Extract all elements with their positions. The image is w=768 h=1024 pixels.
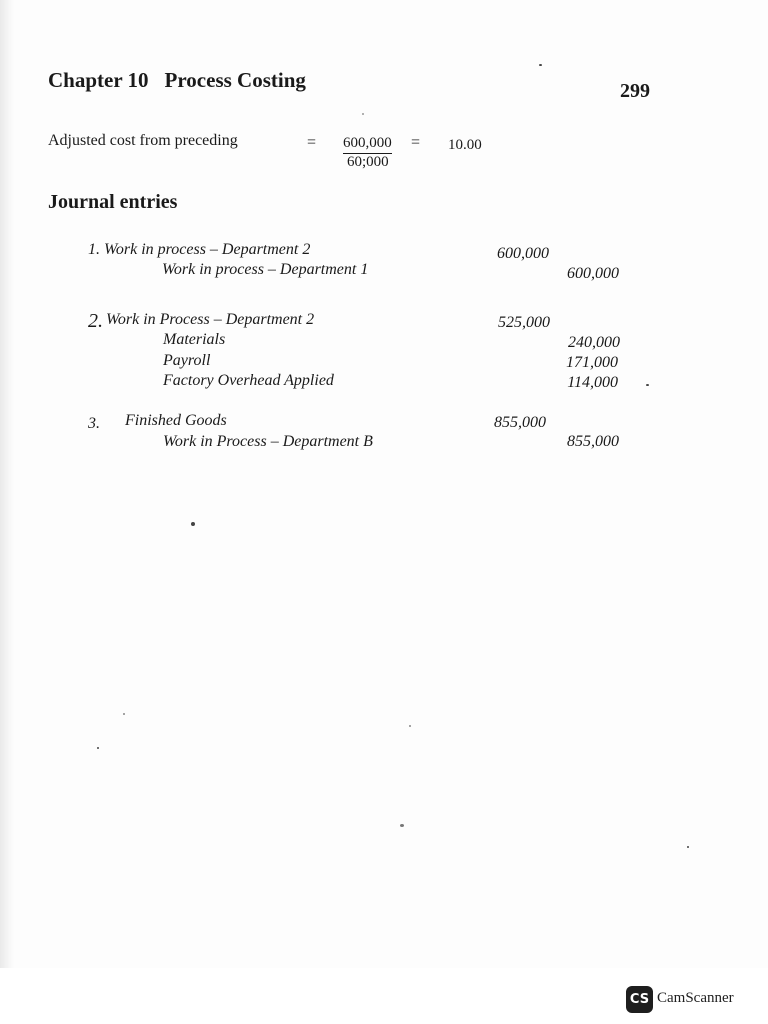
formula-numerator: 600,000 bbox=[343, 135, 392, 154]
entry2-credit1-amount: 240,000 bbox=[568, 334, 620, 351]
entry2-number: 2. bbox=[88, 310, 103, 332]
formula-equals-sign: = bbox=[307, 134, 317, 151]
entry3-number: 3. bbox=[88, 415, 100, 432]
entry3-credit-amount: 855,000 bbox=[567, 433, 619, 450]
entry1-credit-amount: 600,000 bbox=[567, 265, 619, 282]
scan-shadow-edge bbox=[0, 0, 14, 970]
entry1-debit-account: 1. Work in process – Department 2 bbox=[88, 241, 311, 258]
formula-label: Adjusted cost from preceding bbox=[48, 132, 238, 149]
entry1-debit-amount: 600,000 bbox=[497, 245, 549, 262]
scan-speck bbox=[400, 824, 404, 827]
section-title: Journal entries bbox=[48, 191, 178, 213]
scan-speck bbox=[409, 725, 411, 727]
scan-speck bbox=[687, 846, 689, 848]
entry3-debit-amount: 855,000 bbox=[494, 414, 546, 431]
chapter-heading bbox=[48, 68, 306, 93]
scan-speck bbox=[97, 747, 99, 749]
chapter-title: Process Costing bbox=[164, 68, 306, 92]
camscanner-logo: CS bbox=[626, 986, 653, 1013]
formula-result: 10.00 bbox=[448, 137, 482, 153]
entry2-credit3-account: Factory Overhead Applied bbox=[163, 372, 334, 389]
entry2-credit3-amount: 114,000 bbox=[567, 374, 618, 391]
formula-denominator: 60;000 bbox=[347, 154, 389, 170]
page-number: 299 bbox=[620, 80, 650, 102]
scan-speck bbox=[646, 384, 649, 386]
scan-speck bbox=[539, 64, 542, 66]
scan-speck bbox=[362, 113, 364, 115]
chapter-label: Chapter 10 bbox=[48, 68, 149, 92]
scan-speck bbox=[123, 713, 125, 715]
entry2-debit-account: Work in Process – Department 2 bbox=[106, 311, 315, 328]
entry1-credit-account: Work in process – Department 1 bbox=[162, 261, 369, 278]
formula-equals-sign: = bbox=[411, 134, 421, 151]
entry2-credit1-account: Materials bbox=[163, 331, 226, 348]
entry2-credit2-amount: 171,000 bbox=[566, 354, 618, 371]
scan-speck bbox=[191, 522, 195, 526]
entry2-credit2-account: Payroll bbox=[163, 352, 211, 369]
camscanner-brand: CamScanner bbox=[657, 990, 734, 1006]
entry3-debit-account: Finished Goods bbox=[125, 412, 227, 429]
entry2-debit-amount: 525,000 bbox=[498, 314, 550, 331]
entry3-credit-account: Work in Process – Department B bbox=[163, 433, 373, 450]
